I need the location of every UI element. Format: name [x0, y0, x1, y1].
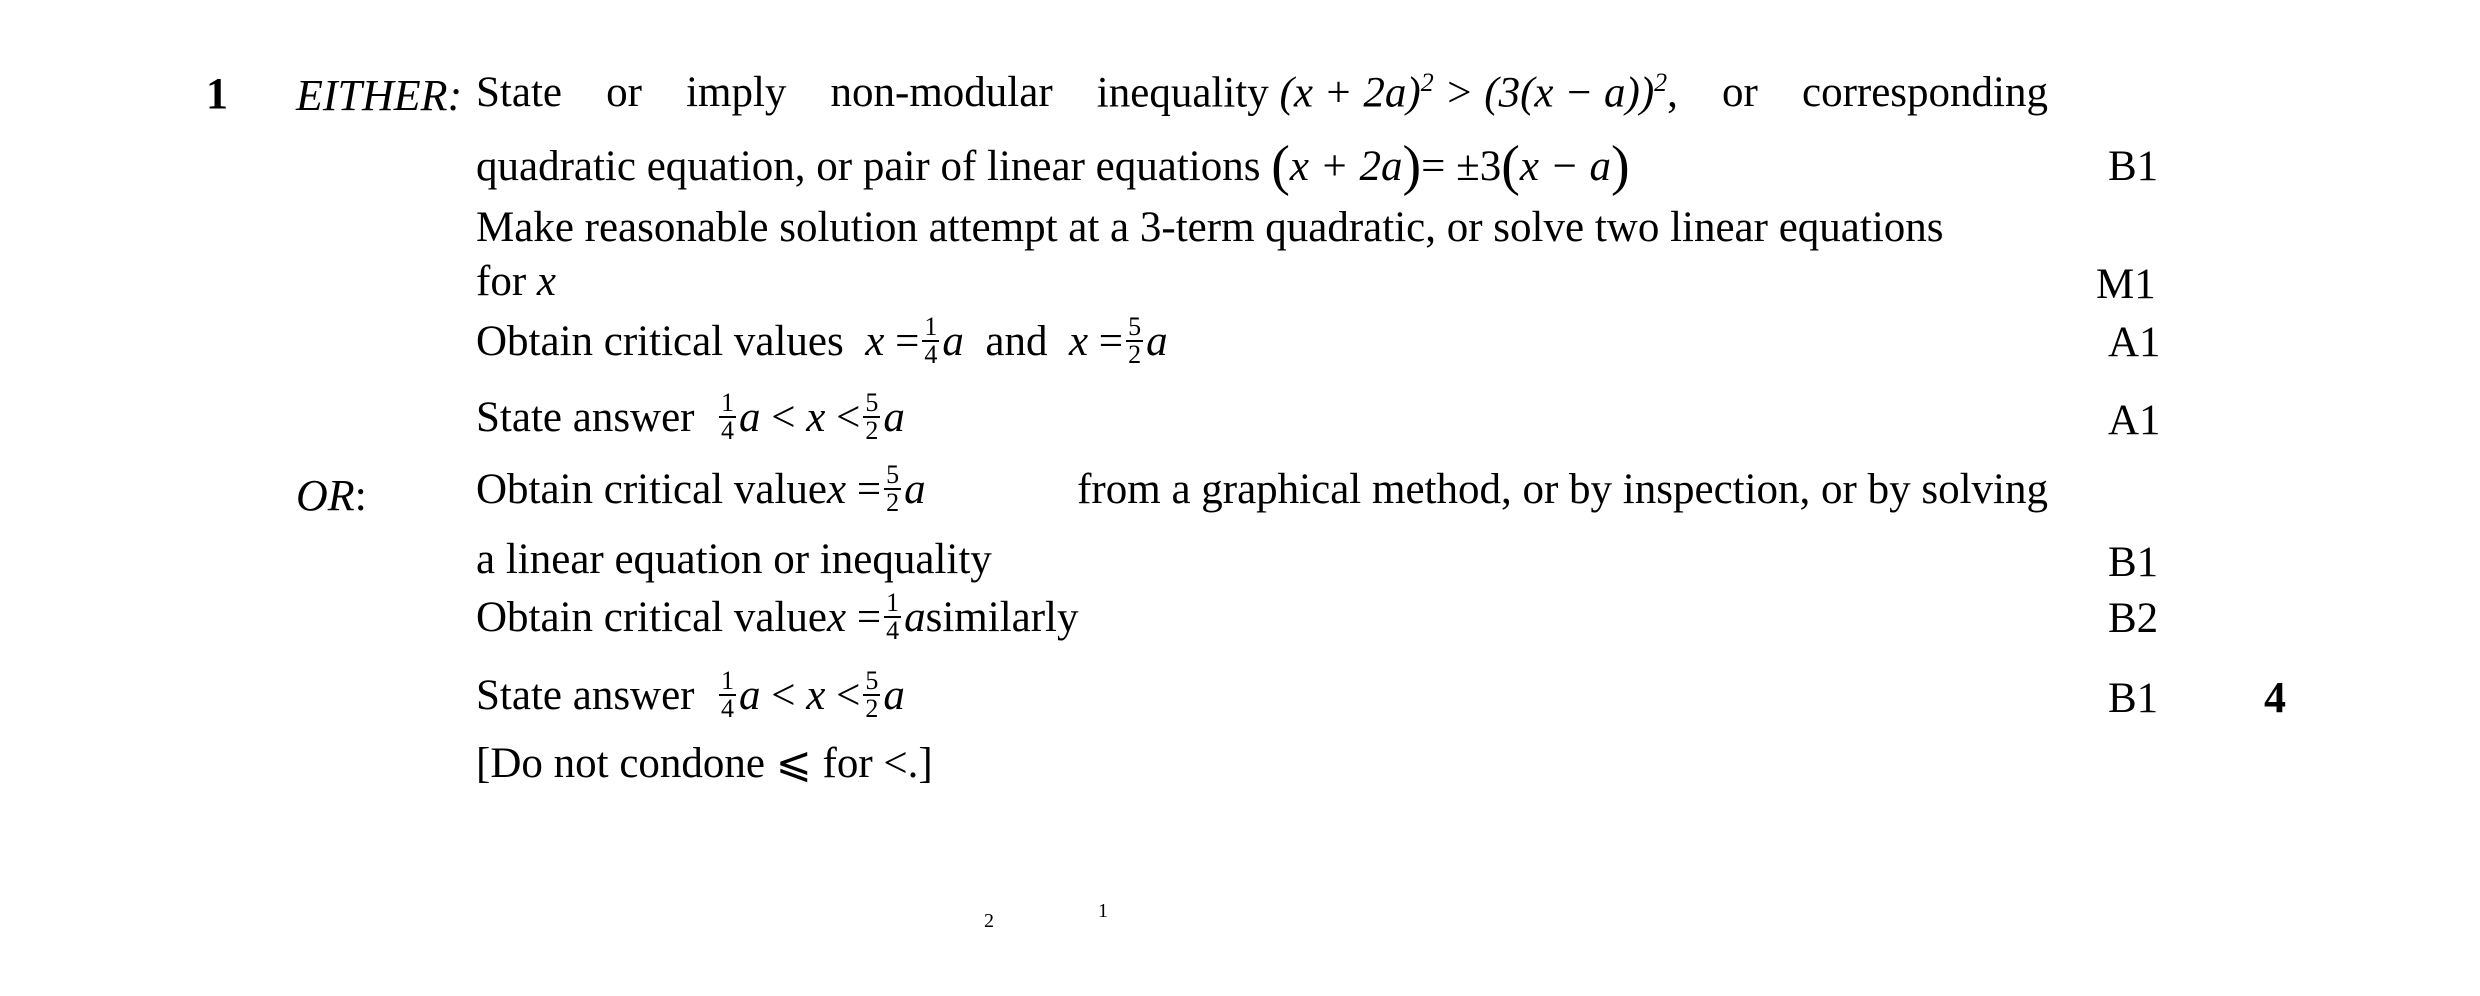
math-lt: <: [836, 393, 861, 441]
frac-den: 4: [886, 616, 900, 645]
paren-open: (: [1271, 135, 1290, 197]
paren-open-2: (: [1501, 135, 1520, 197]
math-lhs: (x + 2a): [1279, 69, 1421, 117]
fraction-one-quarter: [719, 390, 736, 444]
mark-b2: B2: [2108, 595, 2159, 642]
math-rhs-2: x − a: [1519, 143, 1612, 190]
math-mid: = ±3: [1421, 143, 1502, 190]
or-label-text: OR: [296, 471, 355, 520]
either-line-2: [476, 135, 1630, 197]
frac-num: 1: [924, 312, 938, 341]
comma: ,: [1667, 69, 1678, 117]
cutoff-fragment-a: 2: [984, 910, 994, 932]
fraction-five-halves: [1126, 314, 1143, 368]
math-eq: =: [856, 465, 882, 513]
math-x: x: [806, 671, 826, 719]
either-line-6: [476, 388, 905, 448]
word-corresponding: corresponding: [1801, 69, 2048, 117]
fraction-one-quarter: [884, 590, 901, 644]
or-line-4: [476, 666, 905, 726]
math-a: a: [883, 671, 905, 719]
math-x: x: [1068, 317, 1089, 365]
frac-num: 5: [886, 460, 900, 489]
frac-num: 5: [1128, 312, 1142, 341]
fraction-one-quarter: [922, 314, 939, 368]
either-line-3: Make reasonable solution attempt at a 3-term quadratic, or solve two linear equations: [476, 204, 1944, 251]
fraction-five-halves: [863, 390, 880, 444]
math-a: a: [1146, 317, 1168, 365]
mark-b1-2: B1: [2108, 539, 2159, 586]
math-rhs: > (3(x − a)): [1433, 69, 1655, 117]
fraction-one-quarter: [719, 668, 736, 722]
frac-num: 1: [721, 666, 735, 695]
math-a: a: [904, 465, 926, 513]
math-eq: =: [895, 317, 920, 365]
or-line-3-text-b: similarly: [925, 593, 1079, 641]
or-label: [296, 470, 367, 521]
frac-den: 2: [865, 416, 879, 445]
math-lt: <: [836, 671, 861, 719]
either-line-5-text: Obtain critical values: [476, 317, 844, 365]
word-or-2: or: [1722, 69, 1758, 117]
mark-a1: A1: [2108, 319, 2161, 366]
frac-num: 1: [886, 588, 900, 617]
mark-a1-2: A1: [2108, 397, 2161, 444]
frac-den: 2: [1128, 340, 1142, 369]
word-imply: imply: [686, 69, 787, 117]
or-line-2: a linear equation or inequality: [476, 536, 992, 583]
word-and: and: [985, 317, 1048, 365]
math-a: a: [904, 593, 926, 641]
frac-num: 1: [721, 388, 735, 417]
either-line-5: [476, 312, 1168, 372]
math-lhs-2: x + 2a: [1289, 143, 1403, 190]
either-line-2-text: quadratic equation, or pair of linear equations: [476, 143, 1261, 190]
or-line-1-lead: [476, 460, 926, 520]
or-line-1: [476, 460, 2048, 520]
math-x: x: [827, 465, 847, 513]
question-total: 4: [2264, 673, 2286, 722]
frac-den: 2: [886, 488, 900, 517]
fraction-five-halves: [863, 668, 880, 722]
math-a: a: [883, 393, 905, 441]
word-or: or: [606, 69, 642, 117]
either-line-6-text: State answer: [476, 393, 695, 441]
or-line-3-text-a: Obtain critical value: [476, 593, 828, 641]
mark-m1: M1: [2096, 261, 2156, 308]
frac-num: 5: [865, 388, 879, 417]
frac-num: 5: [865, 666, 879, 695]
math-exponent-2: 2: [1654, 68, 1668, 97]
paren-close: ): [1402, 135, 1422, 197]
frac-den: 4: [721, 416, 735, 445]
or-line-3: [476, 588, 1079, 648]
inequality-expression: [1096, 68, 1678, 117]
or-line-4-text: State answer: [476, 671, 695, 719]
math-a: a: [739, 393, 761, 441]
math-a: a: [739, 671, 761, 719]
word-non-modular: non-modular: [830, 69, 1053, 117]
math-x: x: [827, 593, 847, 641]
math-x: x: [806, 393, 826, 441]
frac-den: 2: [865, 694, 879, 723]
math-lt: <: [771, 671, 796, 719]
either-line-4-text: for: [476, 258, 527, 305]
cutoff-fragment-b: 1: [1098, 900, 1108, 922]
frac-den: 4: [721, 694, 735, 723]
either-label: EITHER:: [296, 71, 463, 120]
math-lt: <: [771, 393, 796, 441]
mark-b1-3: B1: [2108, 675, 2159, 722]
word-state: State: [476, 69, 562, 117]
or-colon: :: [354, 471, 367, 520]
math-eq: =: [856, 593, 882, 641]
question-number: 1: [206, 69, 228, 118]
frac-den: 4: [924, 340, 938, 369]
fraction-five-halves: [884, 462, 901, 516]
either-line-1: [476, 68, 2048, 117]
var-x: x: [536, 258, 556, 305]
math-exponent: 2: [1420, 68, 1434, 97]
paren-close-2: ): [1611, 135, 1630, 197]
math-eq: =: [1098, 317, 1124, 365]
either-line-4: [476, 260, 556, 303]
word-inequality: inequality: [1096, 69, 1269, 117]
or-line-1-text-b: from a graphical method, or by inspection, or by solving: [1077, 465, 2048, 513]
or-line-1-text-a: Obtain critical value: [476, 465, 828, 513]
math-a: a: [942, 317, 964, 365]
math-x: x: [865, 317, 885, 365]
or-line-5: [Do not condone ⩽ for <.]: [476, 740, 933, 787]
mark-b1: B1: [2108, 143, 2159, 190]
